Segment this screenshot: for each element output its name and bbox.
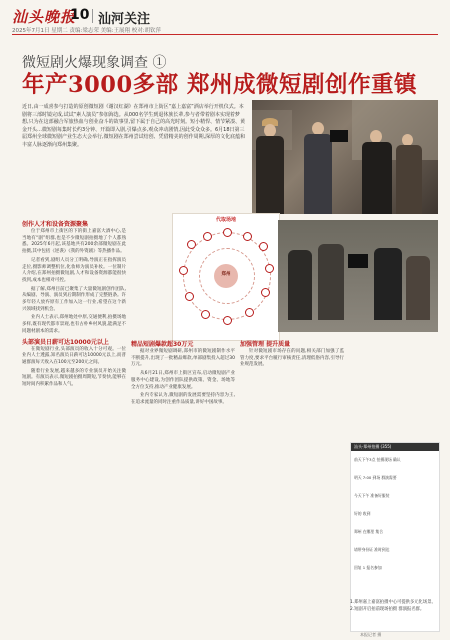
chat-message: 回复 1 报名参加 [354,565,382,570]
chat-message: 今天下午 准备好服装 [354,493,390,498]
paragraph: 针对微短剧市场存在的问题,相关部门加强了监管力度,要求平台履行审核责任,清理低俗内容,引导行业规范发展。 [240,349,344,368]
street-shoot-photo [278,220,438,332]
location-map [172,213,280,341]
paragraph: 从6月21日,郑州市上街区宣布,启动微短剧产业服务中心建设,为创作团队提供政策、资金、场地等全方位支持,推动产业健康发展。 [131,371,235,390]
paragraph: 在微短剧行业,头部演员的收入十分可观。一位业内人士透露,知名演员日薪可达10000元以上,而普通群演每天收入在100元至200元之间。 [22,346,126,365]
film-crew-photo [252,100,438,214]
paragraph: 业内人士表示,郑州地处中原,交通便利,拍摄场地多样,既有现代都市景观,也有古朴乡村风貌,能满足不同题材剧本的需求。 [22,315,126,334]
section-heading: 创作人才和设备资源聚集 [22,221,89,228]
map-center-label: 郑州 [221,272,231,277]
paragraph: 位于郑州市上街区的下的街上嘉富大酒中心,是当地有“剧”组群,也是不少微短剧拍摄地了个人都熟悉。2025年6月起,该基地共有200余部微短剧在此拍摄,其中包括《逆袭》《我的外资剧》等热播作品。 [22,229,126,255]
chat-message: 郑州 在哪里 集合 [354,529,383,534]
chat-message: 好的 收到 [354,511,371,516]
chat-message: 前天下午3点 拍摄现场 确认 [354,457,401,462]
chat-message: 请带身份证 准时到达 [354,547,390,552]
edition-meta: 2025年7月1日 星期二 责编:梁志荣 美编:王展翔 校对:胡钦萍 [12,28,162,34]
article-lede: 近日,由一成喜参与打造的原创微短剧《谢汉红湖》在郑州市上街区“嘉上嘉富”酒店举行开机仪式。本剧将三部时镜完成,试试“素人演员”参加海选。从000名学生到退休族长辈,参与者带着剧本实现着梦想,只为在这部融合军旅热血与创业奋斗的故事里,留下属于自己的高光时刻。短小精悍、情节紧凑、黄金开头…微短剧每集时长约3分钟、开篇即入剧,引爆点多,观众冲动剧情,因此受众众多。6月18日第三届郑州全球微短剧产业生态大会举行,微短剧在郑州尝试结创、凭借精美的创作周期,深厚的文化底蕴和丰富人脉逐渐向郑州集聚。 [22,104,246,148]
map-icon [185,292,194,301]
section-title: 汕河关注 [98,12,151,27]
map-title: 代取场地 [215,217,236,223]
paragraph: 随着行业发展,越来越多的专业演员开始关注微短剧。有演员表示,微短剧拍摄周期短,节奏快,能够在短时间内积累作品和人气。 [22,368,126,388]
chat-message: 明天 7:00 到场 群演需要 [354,475,397,480]
map-icon [259,242,268,251]
header-rule [12,34,438,35]
map-icon [265,264,274,273]
map-icon [203,232,212,241]
article-column-1 [22,220,126,630]
paragraph: 业内专家认为,微短剧的发展需要坚持内容为王,在追求流量的同时注重作品质量,讲好中国故事。 [131,393,235,405]
map-icon [223,228,232,237]
paragraph: 记者看到,剧组人员分工明确,导演正在指挥演员走位,摄影师调整机位,化妆师为演员补妆。一位制片人介绍,在郑州拍摄微短剧,人才和设备资源都能很快找到,成本也相对可控。 [22,257,126,283]
map-icon [179,266,188,275]
section-heading: 精品短剧爆款超30万元 [131,341,194,348]
article-column-2 [131,340,235,630]
article-headline: 年产3000多部 郑州成微短剧创作重镇 [22,72,417,98]
page-number: 10 [70,7,90,23]
paragraph: 据了解,郑州目前已聚集了大量微短剧创作团队,从编剧、导演、演员到后期制作形成了完整链条。许多年轻人放弃原有工作加入这一行业,希望在这个新兴领域找到机会。 [22,286,126,312]
section-heading: 头部演员日薪可达10000元以上 [22,338,109,346]
photo-credit: 本报记者 摄 [360,632,382,637]
map-icon [223,316,232,325]
map-icon [261,288,270,297]
map-icon [245,308,254,317]
article-kicker: 微短剧火爆现象调查 ① [22,55,167,71]
map-icon [187,240,196,249]
chat-header: 汕头·郑州拍摄 (355) [351,443,439,451]
newspaper-logo: 汕头晚报 [12,8,77,26]
masthead [12,6,438,26]
map-icon [201,310,210,319]
article-column-3 [240,340,344,630]
map-icon [243,232,252,241]
masthead-divider [92,9,93,23]
photo-caption: 1.郑州嘉上嘉富拍摄中心可提供多元化场景。2.短剧开启拍前现场拍摄 群演报名群。 [350,600,436,612]
section-heading: 加强管理 提升质量 [240,341,291,348]
paragraph: 据对业界微短剧调研,郑州市的微短剧制作水平不断提升,出现了一批精品爆款,单部剧集投入超过30万元。 [131,349,235,368]
